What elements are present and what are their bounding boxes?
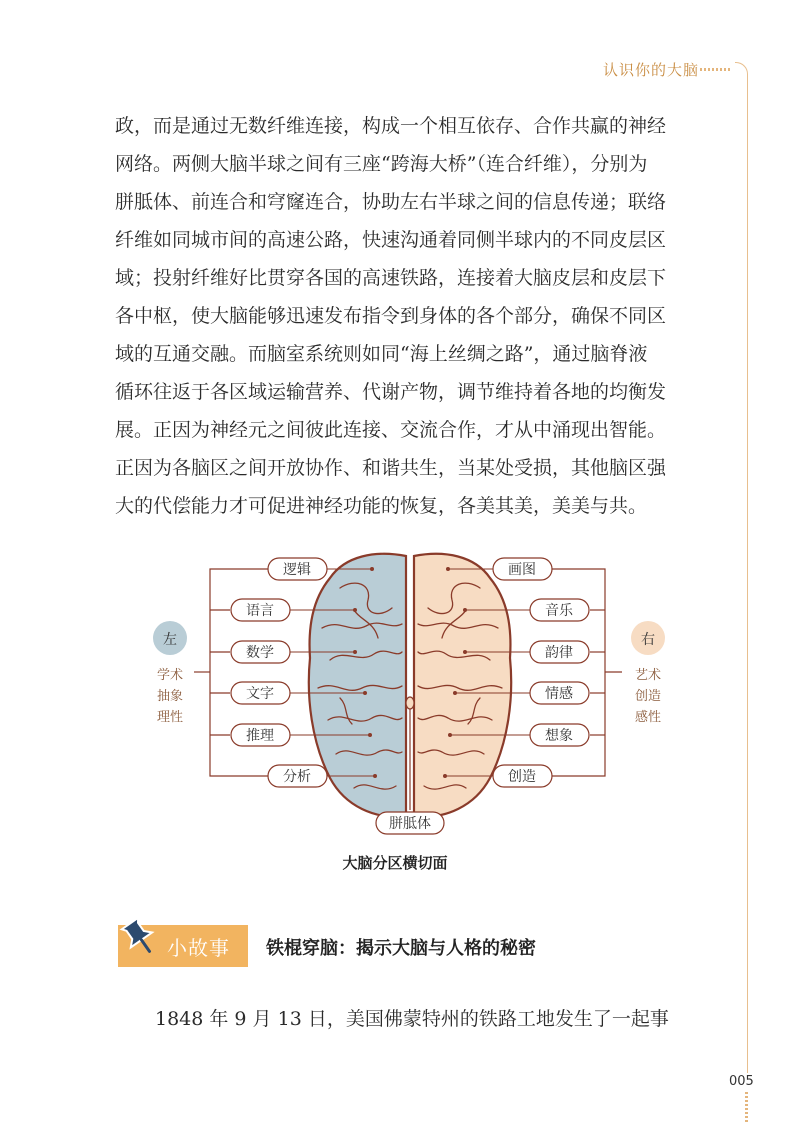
paragraph-line: 循环往返于各区域运输营养、代谢产物，调节维持着各地的均衡发 — [115, 381, 667, 403]
svg-text:胼胝体: 胼胝体 — [389, 816, 431, 832]
paragraph-line: 纤维如同城市间的高速公路，快速沟通着同侧半球内的不同皮层区 — [115, 229, 667, 251]
svg-text:创造: 创造 — [508, 769, 536, 785]
story-tag-label: 小故事 — [167, 936, 230, 960]
paragraph-line: 正因为各脑区之间开放协作、和谐共生，当某处受损，其他脑区强 — [115, 457, 667, 479]
svg-text:逻辑: 逻辑 — [283, 562, 311, 578]
label-corpus-callosum — [376, 812, 444, 834]
svg-text:分析: 分析 — [283, 769, 311, 785]
paragraph-line: 域；投射纤维好比贯穿各国的高速铁路，连接着大脑皮层和皮层下 — [115, 267, 667, 289]
paragraph-line: 胼胝体、前连合和穹窿连合，协助左右半球之间的信息传递；联络 — [115, 191, 667, 213]
page-margin-rule — [735, 62, 748, 1073]
paragraph-line: 网络。两侧大脑半球之间有三座“跨海大桥”（连合纤维），分别为 — [115, 153, 648, 175]
left-traits — [157, 667, 183, 725]
svg-text:音乐: 音乐 — [545, 603, 573, 619]
header-dotted-rule — [700, 68, 732, 71]
paragraph-line: 大的代偿能力才可促进神经功能的恢复，各美其美，美美与共。 — [115, 495, 648, 517]
left-trait: 学术 — [156, 668, 184, 683]
svg-text:数学: 数学 — [246, 645, 274, 661]
paragraph-line: 各中枢，使大脑能够迅速发布指令到身体的各个部分，确保不同区 — [115, 305, 667, 327]
svg-text:文字: 文字 — [246, 686, 274, 702]
svg-text:情感: 情感 — [545, 686, 573, 702]
corpus-callosum-marker — [406, 697, 414, 810]
left-badge — [153, 621, 187, 655]
svg-text:画图: 画图 — [508, 562, 536, 578]
right-trait: 感性 — [634, 710, 662, 725]
right-trait: 艺术 — [634, 668, 662, 683]
story-title: 铁棍穿脑：揭示大脑与人格的秘密 — [266, 938, 536, 959]
right-trait: 创造 — [634, 689, 662, 704]
page-number: 005 — [729, 1074, 754, 1089]
svg-text:语言: 语言 — [246, 603, 274, 619]
running-header-title: 认识你的大脑 — [603, 61, 700, 79]
margin-dotted-rule — [745, 1092, 748, 1124]
story-first-line: 1848 年 9 月 13 日，美国佛蒙特州的铁路工地发生了一起事 — [155, 1008, 669, 1030]
right-badge-text: 右 — [641, 632, 655, 648]
svg-text:韵律: 韵律 — [545, 645, 573, 661]
right-traits — [635, 667, 661, 725]
right-badge — [631, 621, 665, 655]
svg-text:想象: 想象 — [545, 728, 573, 744]
brain-diagram — [140, 548, 680, 840]
left-badge-text: 左 — [163, 632, 177, 648]
left-trait: 理性 — [156, 710, 184, 725]
figure-caption: 大脑分区横切面 — [342, 854, 448, 872]
paragraph-line: 域的互通交融。而脑室系统则如同“海上丝绸之路”，通过脑脊液 — [115, 343, 648, 365]
pushpin-icon — [112, 913, 164, 957]
left-trait: 抽象 — [156, 689, 184, 704]
svg-text:推理: 推理 — [246, 728, 274, 744]
paragraph-line: 展。正因为神经元之间彼此连接、交流合作，才从中涌现出智能。 — [115, 419, 667, 441]
paragraph-line: 政，而是通过无数纤维连接，构成一个相互依存、合作共赢的神经 — [115, 115, 667, 137]
body-paragraph — [115, 107, 715, 525]
